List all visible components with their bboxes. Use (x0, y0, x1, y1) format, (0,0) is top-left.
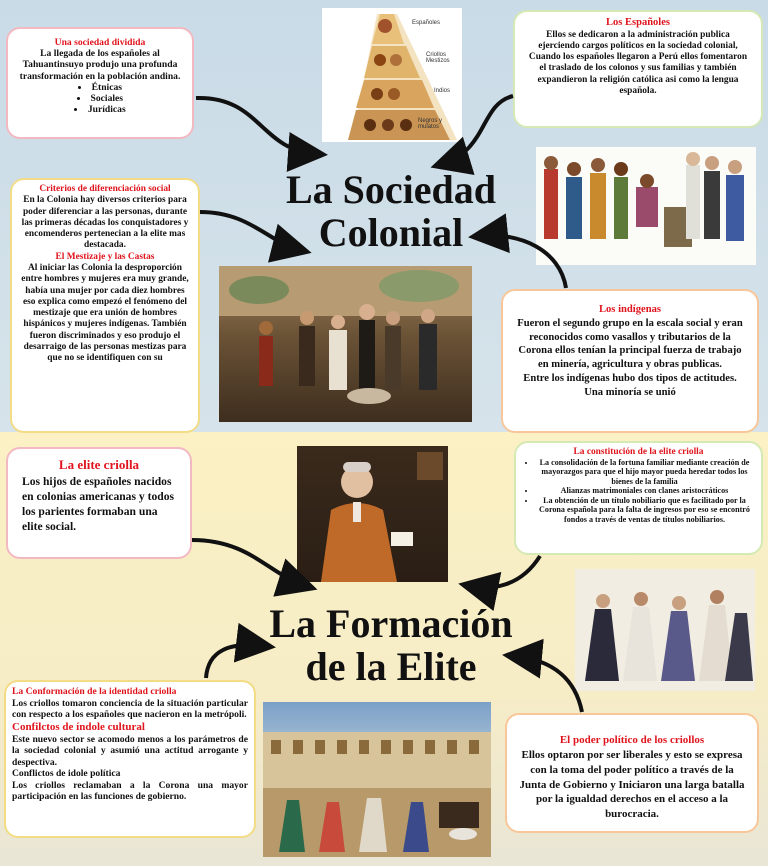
sociedad-colonial-title-line1: La Sociedad (285, 167, 497, 212)
arrow-dividida (196, 98, 316, 154)
sociedad-dividida-bullet: • Sociales (18, 93, 182, 104)
elite-criolla-text: Los hijos de españoles nacidos en colonias americanas y todos los parientes formaban una elite social. (22, 474, 175, 534)
indigenas-title: Los indígenas (598, 304, 662, 315)
constitucion-bullet: • La consolidación de la fortuna familiar mediante creación de mayorazgos para que el hijo mayor pueda heredar todos los bienes de la familia (536, 458, 753, 486)
sociedad-dividida-text: La llegada de los españoles al Tahuantinsuyo produjo una profunda transformación en la población andina. (19, 48, 181, 82)
arrow-identidad (206, 645, 264, 678)
arrow-espanoles (442, 96, 513, 164)
formacion-elite-title-line1: La Formación (269, 601, 513, 646)
constitucion-bullet: • La obtención de un título nobiliario que es facilitado por la Corona española para la falta de ingresos por eso se encontró fondos a través de ventas de títulos nobiliarios. (536, 496, 753, 524)
pyramid-label-indios: Indios (434, 88, 451, 94)
conflictos-cultural-title: Confilctos de índole cultural (12, 720, 145, 733)
identidad-title: La Conformación de la identidad criolla (12, 686, 177, 697)
arrow-criterios (200, 212, 300, 250)
arrow-elite (192, 540, 306, 586)
conflictos-politica-title: Conflictos de idole política (12, 768, 121, 780)
elite-criolla-title: La elite criolla (58, 457, 140, 472)
pyramid-label-criollos: Criollos Mestizos (426, 52, 450, 64)
poder-politico-title: El poder político de los criollos (559, 734, 705, 746)
identidad-text: Los criollos tomaron conciencia de la situación particular con respecto a los españoles que nacieron en la metrópoli. (12, 697, 248, 720)
indigenas-text: Fueron el segundo grupo en la escala social y eran reconocidos como vasallos y tributarios de la Corona ellos tenían la principal fuerza de trabajo en minería, agricultura y obras publicas. (517, 317, 743, 371)
sociedad-dividida-bullet: • Jurídicas (18, 104, 182, 115)
poder-politico-text: Ellos optaron por ser liberales y esto se expresa con la toma del poder político a través de la Junta de Gobierno y Iniciaron una larga batalla por la igualdad derechos en el acceso a la burocracia. (519, 748, 745, 821)
criterios-title: Criterios de diferenciación social (39, 184, 171, 194)
mestizaje-text: Al iniciar las Colonia la desproporción entre hombres y mujeres era muy grande, había una mujer por cada diez hombres eso explica como empezó el fenómeno del mestizaje que era unión de hombres hispánicos y mujeres indígenas. También fueron discriminados y eso produjo el desarraigo de las personas mestizas para que no se identifiquen con su (21, 262, 189, 364)
constitucion-bullet: • Alianzas matrimoniales con clanes aristocráticos (536, 486, 753, 495)
arrow-indigenas (480, 235, 566, 288)
sociedad-dividida-bullet: • Étnicas (18, 82, 182, 93)
formacion-elite-title-line2: de la Elite (305, 644, 477, 690)
arrow-constitucion (470, 556, 540, 588)
constitucion-title: La constitución de la elite criolla (573, 447, 704, 457)
sociedad-colonial-title-line2: Colonial (318, 210, 464, 256)
espanoles-text: Ellos se dedicaron a la administración publica ejerciendo cargos políticos en la sociedad colonial, Cuando los españoles llegaron a Perú ellos fomentaron el traslado de los colonos y sus familias y también expandieron la religión católica asi como la lengua española. (528, 29, 748, 96)
pyramid-label-negros: Negros y mulatos (418, 118, 443, 130)
espanoles-title: Los Españoles (606, 17, 670, 28)
conflictos-cultural-text: Este nuevo sector se acomodo menos a los parámetros de la sociedad colonial y asumió una actitud arrogante y despectiva. (12, 733, 248, 768)
conflictos-politica-text: Los criollos reclamaban a la Corona una mayor participación en las funciones de gobierno. (12, 779, 248, 803)
arrow-poder (514, 656, 582, 712)
sociedad-dividida-title: Una sociedad dividida (54, 37, 146, 48)
indigenas-text2: Entre los indígenas hubo dos tipos de actitudes. Una minoría se unió (523, 372, 737, 398)
mestizaje-title: El Mestizaje y las Castas (55, 251, 155, 262)
pyramid-label-espanoles: Españoles (412, 20, 441, 26)
criterios-text: En la Colonia hay diversos criterios para poder diferenciar a las personas, durante las primeras décadas los conquistadores y encomenderos pertenecian a la elite mas destacada. (21, 195, 189, 251)
